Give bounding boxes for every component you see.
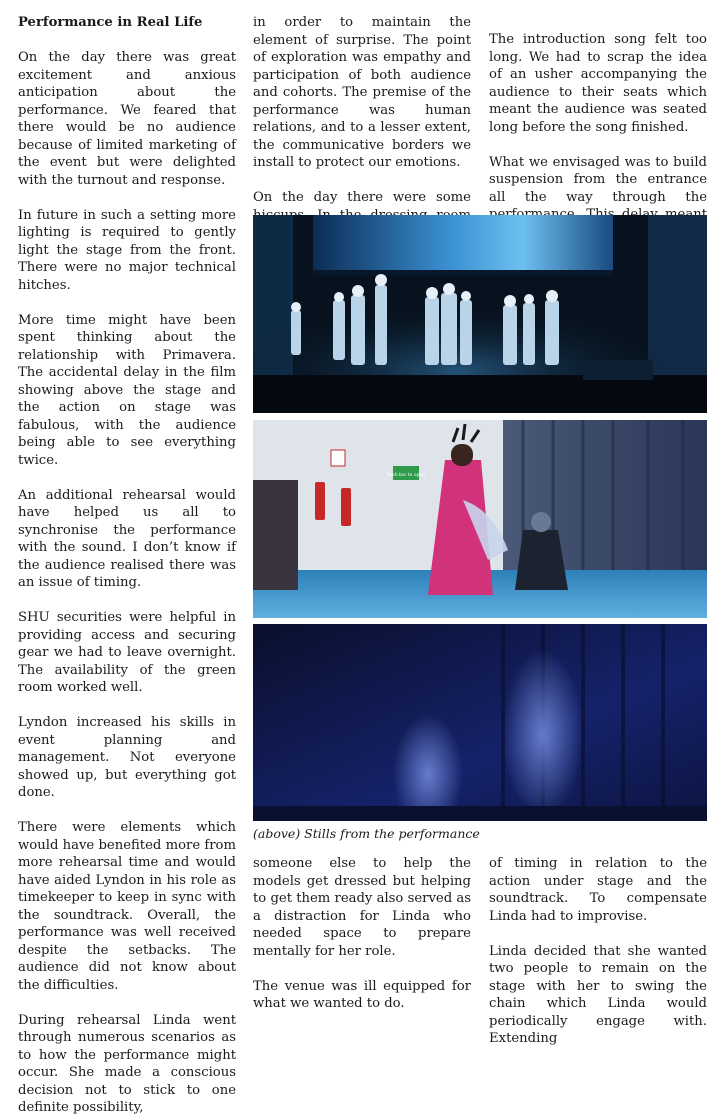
paragraph: What we envisaged was to build suspension from the entrance all the way through the [489,154,707,205]
text-column-3-lower [489,855,707,1048]
paragraph: There were elements which would have benefited more from more rehearsal time and would have aided Lyndon in his role as timekeeper to keep in sync with the soundtrack. Overall, the performance was well received despite the setbacks. The audience did not know about the difficulties. [18,820,236,993]
paragraph: More time might have been spent thinking about the relationship with Primavera. The accidental delay in the film showing above the stage and the action on stage was fabulous, with the audience being able to see everything twice. [18,312,236,468]
paragraph: SHU securities were helpful in providing access and securing gear we had to leave overnight. The availability of the green room worked well. [18,610,236,695]
paragraph: The venue was ill equipped for what we wanted to do. [253,978,471,1011]
section-heading: Performance in Real Life [18,15,203,30]
paragraph: During rehearsal Linda went through numerous scenarios as to how the performance might occur. She made a conscious decision not to stick to one definite possibility, [18,1012,236,1115]
paragraph: Linda decided that she wanted two people to remain on the stage with her to swing the chain which Linda would periodically engage with. Extending [489,943,707,1046]
performance-photo-dancers [253,420,707,618]
performance-photo-stage [253,215,707,413]
paragraph: in order to maintain the element of surprise. The point of exploration was empathy and participation of both audience and cohorts. The premise of the performance was human relations, and to a lesser extent, the communicative borders we install to protect our emotions. [253,15,471,170]
text-column-2 [253,14,471,242]
paragraph: An additional rehearsal would have helped us all to synchronise the performance with the sound. I don’t know if the audience realised there was an issue of timing. [18,487,236,590]
paragraph: The introduction song felt too long. We had to scrap the idea of an usher accompanying the audience to their seats which meant the audience was seated long before the song finished. [489,32,707,135]
paragraph: Lyndon increased his skills in event planning and management. Not everyone showed up, but everything got done. [18,715,236,800]
text-column-3 [489,31,707,241]
paragraph: of timing in relation to the action under stage and the soundtrack. To compensate Linda had to improvise. [489,856,707,924]
paragraph: someone else to help the models get dressed but helping to get them ready also served as a distraction for Linda who needed space to prepare mentally for her role. [253,856,471,959]
text-column-2-lower [253,855,471,1013]
text-column-1 [18,14,236,1117]
paragraph: In future in such a setting more lighting is required to gently light the stage from the front. There were no major technical hitches. [18,207,236,293]
paragraph: On the day there was great excitement and anxious anticipation about the performance. We feared that there would be no audience because of limited marketing of the event but were delighted with the turnout and response. [18,50,236,188]
paragraph: On the day there were some [253,190,471,205]
exit-sign-text: Push bar to open [386,473,426,478]
performance-photo-blue [253,624,707,821]
photo-caption: (above) Stills from the performance [253,826,480,841]
